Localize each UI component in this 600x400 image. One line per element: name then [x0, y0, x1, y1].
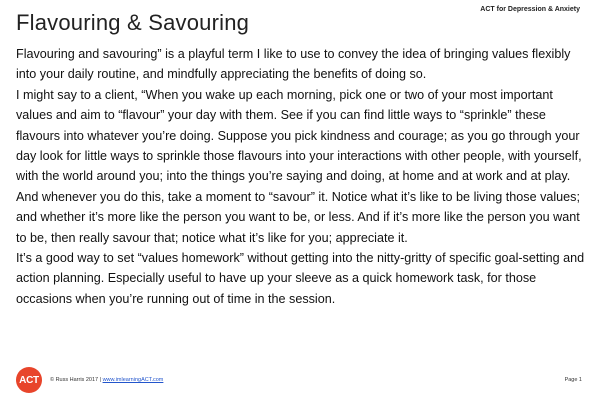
page-title: Flavouring & Savouring	[16, 10, 250, 35]
paragraph: I might say to a client, “When you wake up each morning, pick one or two of your most important values and aim to “flavour” your day with them. See if you can find little ways to “sprinkle” these flavours into whatever you’re doing. Suppose you pick kindness and courage; as you go through your day look for little ways to sprinkle those flavours into your interactions with other people, with yourself, with the world around you; into the things you’re saying and doing, at home and at work and at play.	[16, 87, 582, 184]
copyright	[50, 377, 163, 383]
body-text	[16, 44, 591, 309]
header-label: ACT for Depression & Anxiety	[480, 6, 580, 13]
logo-text: ACT	[19, 374, 39, 386]
paragraph: And whenever you do this, take a moment to “savour” it. Notice what it’s like to be living those values; and whether it’s more like the person you want to be, or less. And if it’s more like the person you want to be, then really savour that; notice what it’s like for you; appreciate it.	[16, 189, 580, 245]
copyright-text: © Russ Harris 2017 |	[50, 377, 103, 383]
paragraph: It’s a good way to set “values homework” without getting into the nitty-gritty of specific goal-setting and action planning. Especially useful to have up your sleeve as a quick homework task, for those occasions when you’re running out of time in the session.	[16, 251, 585, 306]
page-number: Page 1	[564, 377, 582, 383]
act-logo	[16, 367, 42, 393]
page-footer	[16, 367, 582, 395]
website-link[interactable]: www.imlearningACT.com	[102, 377, 164, 383]
paragraph: Flavouring and savouring” is a playful term I like to use to convey the idea of bringing values flexibly into your daily routine, and mindfully appreciating the benefits of doing so.	[16, 47, 571, 82]
